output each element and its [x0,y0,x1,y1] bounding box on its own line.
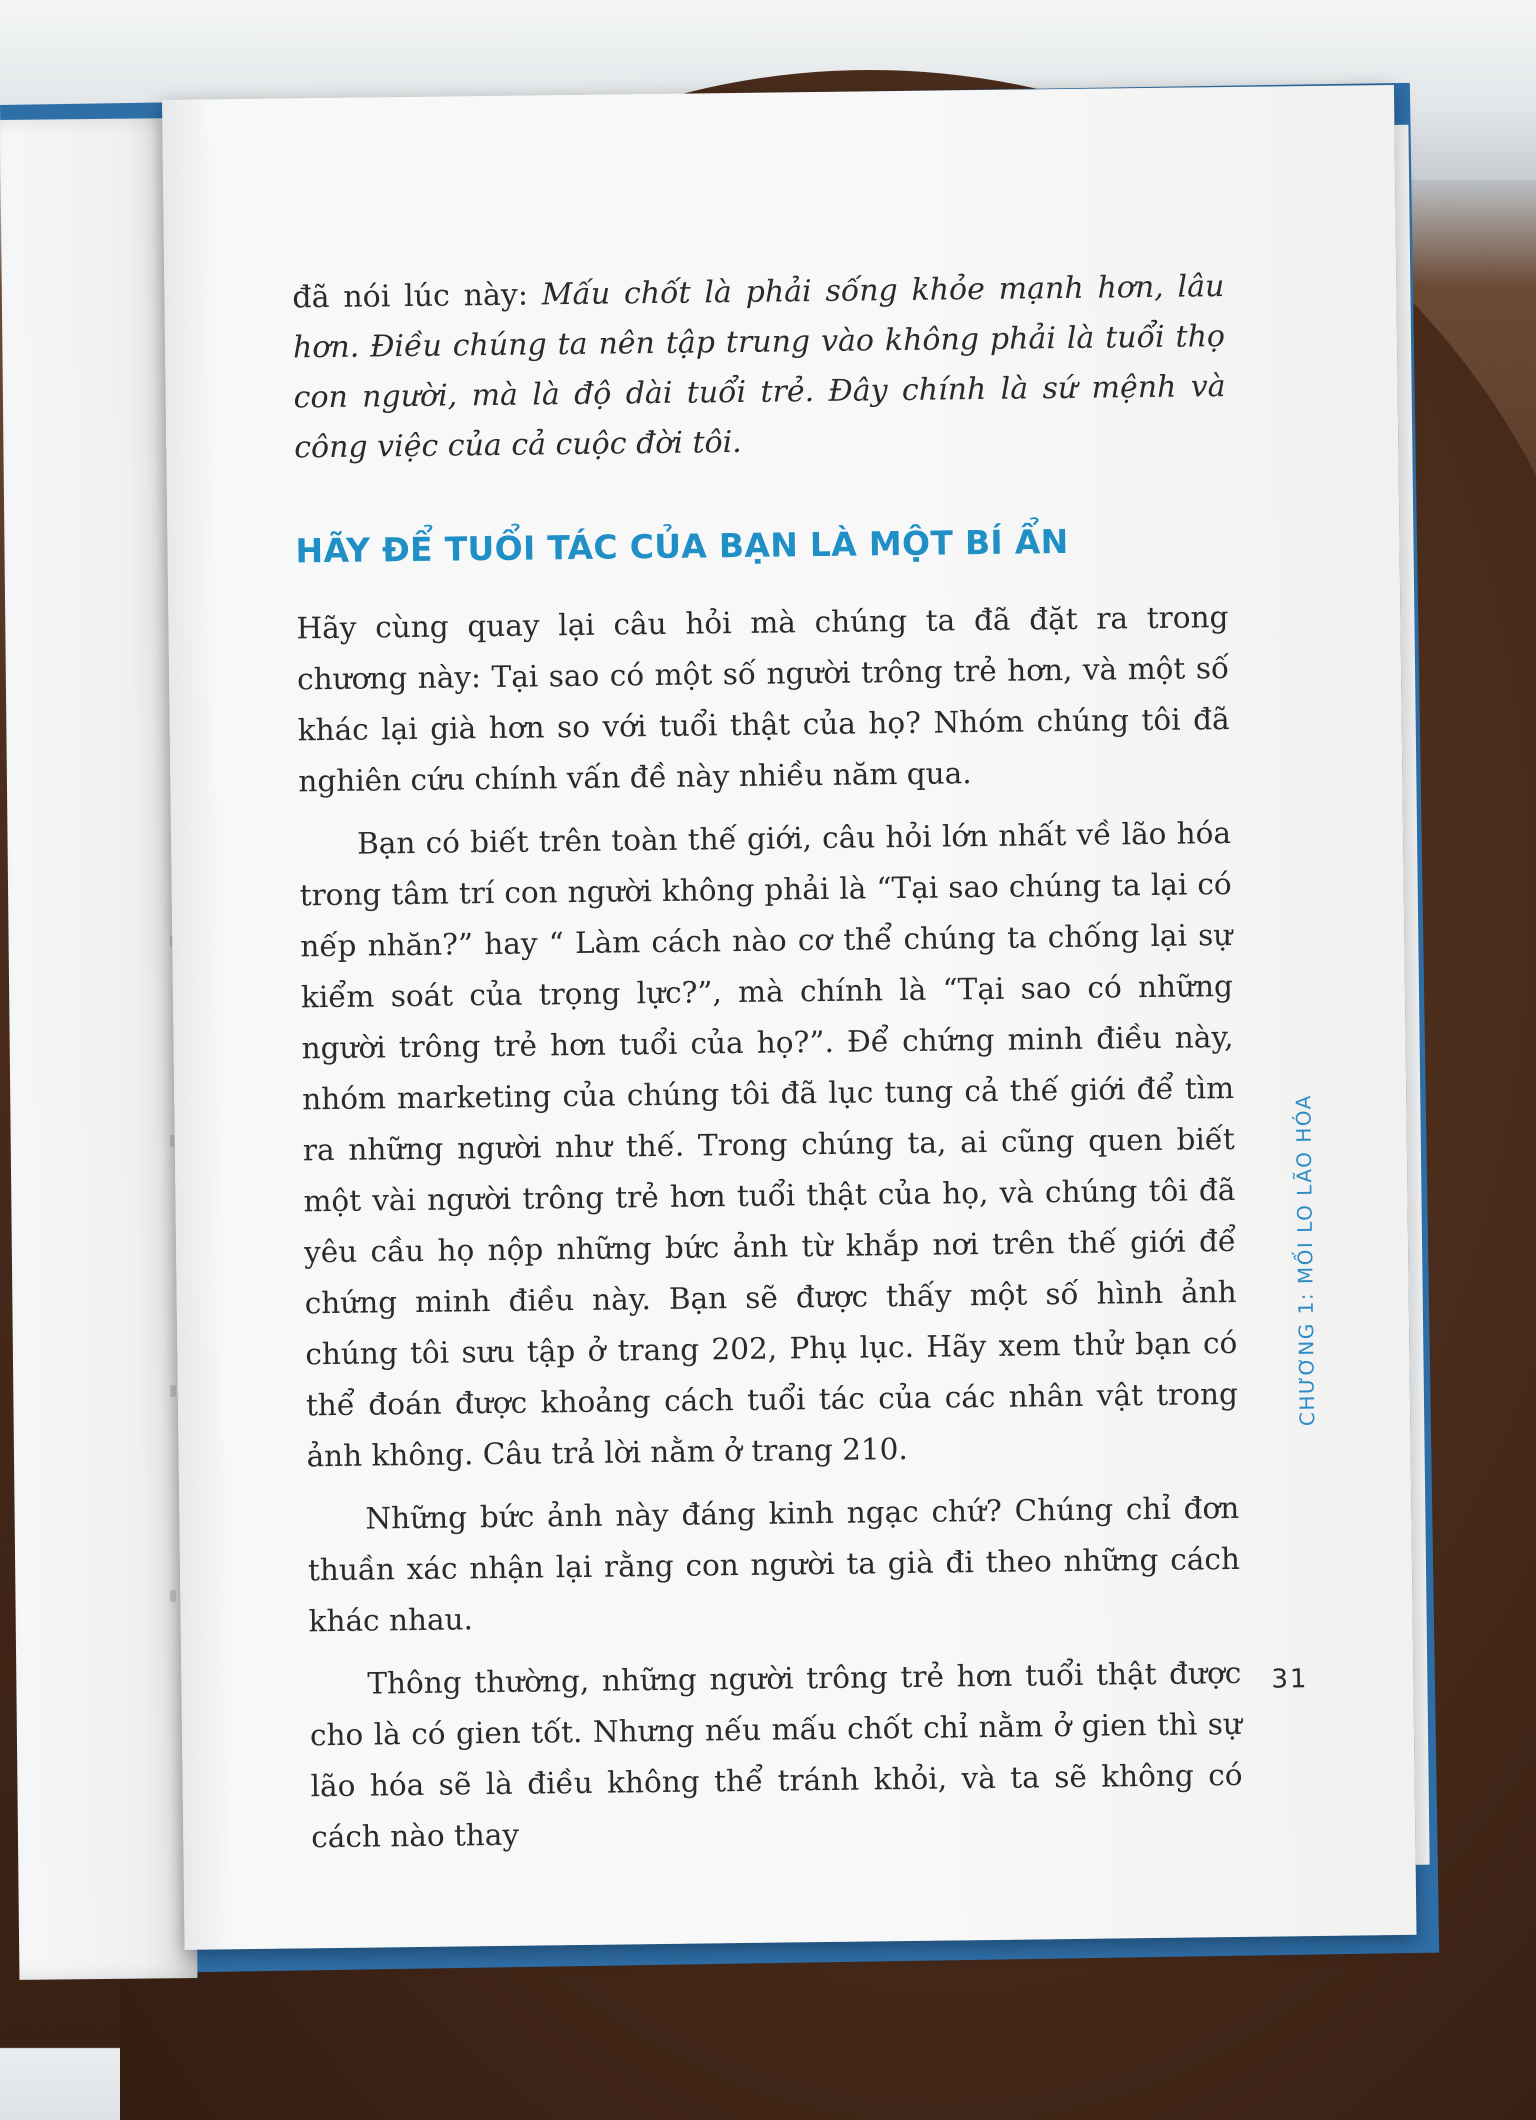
body-paragraph: Hãy cùng quay lại câu hỏi mà chúng ta đã đặt ra trong chương này: Tại sao có một số người trông trẻ hơn, và một số khác lại già hơn so với tuổi thật của họ? Nhóm chúng tôi đã nghiên cứu chính vấn đề này nhiều năm qua. [296,600,1230,799]
section-heading: HÃY ĐỂ TUỔI TÁC CỦA BẠN LÀ MỘT BÍ ẨN [295,521,1069,571]
body-paragraph: Bạn có biết trên toàn thế giới, câu hỏi lớn nhất về lão hóa trong tâm trí con người không phải là “Tại sao chúng ta lại có nếp nhăn?” hay “ Làm cách nào cơ thể chúng ta chống lại sự kiểm soát của trọng lực?”, mà chính là “Tại sao có những người trông trẻ hơn tuổi của họ?”. Để chứng minh điều này, nhóm marketing của chúng tôi đã lục tung cả thế giới để tìm ra những người như thế. Trong chúng ta, ai cũng quen biết một vài người trông trẻ hơn tuổi thật của họ, và chúng tôi đã yêu cầu họ nộp những bức ảnh từ khắp nơi trên thế giới để chứng minh điều này. Bạn sẽ được thấy một số hình ảnh chúng tôi sưu tập ở trang 202, Phụ lục. Hãy xem thử bạn có thể đoán được khoảng cách tuổi tác của các nhân vật trong ảnh không. Câu trả lời nằm ở trang 210. [299,815,1239,1474]
intro-plain-text: đã nói lúc này: [292,277,542,316]
page-text [292,262,1244,1875]
body-paragraph: Những bức ảnh này đáng kinh ngạc chứ? Chúng chỉ đơn thuần xác nhận lại rằng con người ta già đi theo những cách khác nhau. [307,1490,1241,1639]
chapter-side-caption: CHƯƠNG 1: MỐI LO LÃO HÓA [1291,1093,1320,1427]
intro-italic-text: Mấu chốt là phải sống khỏe mạnh hơn, lâu hơn. Điều chúng ta nên tập trung vào không phải là tuổi thọ con người, mà là độ dài tuổi trẻ. Đây chính là sứ mệnh và công việc của cả cuộc đời tôi. [292,269,1226,466]
book-page [162,85,1417,1950]
intro-paragraph [292,262,1226,473]
page-number: 31 [1271,1664,1309,1695]
binding-stitch [170,1385,176,1397]
body-paragraph: Thông thường, những người trông trẻ hơn tuổi thật được cho là có gien tốt. Nhưng nếu mấu chốt chỉ nằm ở gien thì sự lão hóa sẽ là điều không thể tránh khỏi, và ta sẽ không có cách nào thay [309,1655,1243,1855]
binding-stitch [170,1590,176,1602]
